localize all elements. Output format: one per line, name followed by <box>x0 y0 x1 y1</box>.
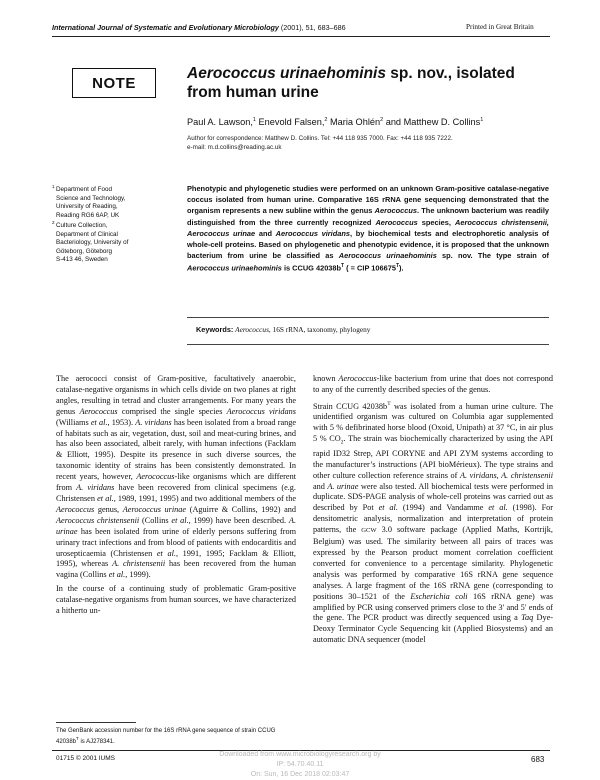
affiliation-mark: 2 <box>324 117 328 123</box>
author-name: Enevold Falsen, <box>258 117 325 128</box>
body-text: was isolated from a human urine culture. The unidentified organism was cultured on Columbia agar supplemented with 5 % defibrinated horse blood (Oxoid, Unipath) at 37 °C, in air plus 5 % CO <box>313 401 553 444</box>
body-text: (Aguirre & Collins, 1992) and <box>189 504 297 514</box>
taxon: A. urinae <box>56 515 297 536</box>
body-text: (Williams <box>56 417 89 427</box>
taxon: A. urinae <box>327 481 359 491</box>
affiliation-line: Bacteriology, University of <box>56 239 129 246</box>
taxon: Escherichia coli <box>410 591 468 601</box>
citation-etal: et al. <box>97 493 114 503</box>
body-text: (Collins <box>141 515 169 525</box>
taxon: Aerococcus <box>56 504 95 514</box>
body-text: -like organisms which are different from <box>56 472 296 493</box>
journal-title: International Journal of Systematic and Evolutionary Microbiology <box>52 23 279 32</box>
body-text: genus, <box>97 504 120 514</box>
small-caps: GCW <box>361 527 377 535</box>
affiliation-mark: 2 <box>380 117 384 123</box>
body-text: and <box>313 481 325 491</box>
footnote-text: is AJ278341. <box>80 739 115 745</box>
taxon: A. viridans <box>76 483 115 493</box>
body-text: -like bacterium from urine that does not correspond to any of the currently described species of the genus. <box>313 374 554 394</box>
keywords-label: Keywords: <box>196 325 234 334</box>
journal-citation: (2001), 51, 683–686 <box>280 23 346 32</box>
abstract <box>187 183 549 274</box>
abstract-genus: Aerococcus <box>375 217 418 227</box>
citation-etal: et al. <box>108 570 126 580</box>
abstract-text: , by biochemical tests and electrophoretic analysis of whole-cell proteins. Based on phylogenetic and phenotypic evidence, it is proposed that the unknown bacterium from urine be classified as <box>187 228 549 261</box>
paragraph <box>56 374 296 581</box>
copyright: 01715 © 2001 IUMS <box>56 755 115 762</box>
affiliation-line: Göteborg, Göteborg <box>56 247 113 255</box>
affiliation-line: Department of Clinical <box>56 230 118 238</box>
citation-etal: et al. <box>488 503 508 513</box>
keywords-rule-bottom <box>187 344 549 345</box>
abstract-text: species, <box>421 217 451 227</box>
footnote-text: The GenBank accession number for the 16S rRNA gene sequence of strain CCUG 42038b <box>56 728 276 745</box>
abstract-genus: Aerococcus <box>374 206 417 216</box>
watermark-line: IP: 54.70.40.11 <box>276 761 324 768</box>
affiliation-line: S-413 46, Sweden <box>56 256 108 263</box>
affiliation-line: Reading RG6 6AP, UK <box>56 211 120 219</box>
author-conjunction: and <box>385 117 402 128</box>
header-rule <box>52 36 550 37</box>
author-name: Maria Ohlén <box>330 117 381 128</box>
footnote <box>56 727 296 746</box>
abstract-text: is CCUG 42038b <box>283 263 342 273</box>
abstract-text: ( = CIP 106675 <box>346 263 396 273</box>
keyword-list: 16S rRNA, taxonomy, phylogeny <box>272 325 371 334</box>
body-text: has been isolated from a broad range of habitats such as air, vegetation, dust, soil and meat-curing brines, and has also been associated, albeit rarely, with human infections (Facklam & Elliott, 1995). Despite its presence in such diverse sources, the taxonomic identity of strains has been consistently demonstrated. In recent years, however, <box>56 417 297 482</box>
page-number: 683 <box>531 755 545 764</box>
body-text: , 1999). <box>125 570 151 580</box>
citation-etal: et al. <box>171 515 189 525</box>
taxon: Aerococcus urinae <box>122 504 187 514</box>
author-name: Paul A. Lawson, <box>187 117 253 128</box>
paragraph: In the course of a continuing study of problematic Gram-positive catalase-negative organisms from human sources, we have characterized a hitherto un- <box>56 584 296 616</box>
abstract-genus: Aerococcus urinaehominis <box>187 263 282 273</box>
watermark-line: On: Sun, 16 Dec 2018 02:03:47 <box>250 771 350 778</box>
body-text: has been isolated from urine of elderly persons suffering from urinary tract infections and from blood of patients with endocarditis and urosepticaemia (Christensen <box>56 526 297 558</box>
citation-etal: et al. <box>378 503 398 513</box>
type-strain-mark: T <box>76 736 79 741</box>
body-text: 16S rRNA gene) was amplified by PCR using conserved primers close to the 3′ and 5′ ends of the gene. The PCR product was directly sequenced using a <box>313 591 554 623</box>
body-text: has been recovered from the human vagina (Collins <box>56 559 296 580</box>
paragraph <box>313 374 553 396</box>
citation-etal: et al. <box>156 548 176 558</box>
abstract-genus: Aerococcus viridans <box>275 228 350 238</box>
body-text: , 1989, 1991, 1995) and two additional members of the <box>113 493 297 503</box>
body-text: The aerococci consist of Gram-positive, facultatively anaerobic, catalase-negative organisms in which cells divide on two planes at right angles, resulting in tetrad and cluster arrangements. For many years the genus <box>56 374 296 416</box>
body-column-right <box>313 374 553 649</box>
body-text: known <box>313 374 336 383</box>
abstract-text: sp. nov. The type strain of <box>442 251 549 261</box>
keywords-rule-top <box>187 317 549 318</box>
affiliation-line: Department of Food <box>56 186 113 193</box>
watermark-line: Downloaded from www.microbiologyresearch.org by <box>219 751 381 758</box>
abstract-text: . The unknown bacterium was readily distinguished from the three currently recognized <box>187 206 550 227</box>
body-column-left <box>56 374 296 620</box>
taxon: A. christensenii <box>112 559 166 569</box>
subscript: 2 <box>340 439 344 446</box>
keywords <box>196 325 370 334</box>
body-text: 3.0 software package (Applied Maths, Kortrijk, Belgium) was used. The similarity between all pairs of traces was expressed by the Pearson product moment correlation coefficient converted for convenience to a percentage similarity. Phylogenetic analysis was performed by comparative 16S rRNA gene sequence analyses. A large fragment of the 16S rRNA gene (corresponding to positions 30–1521 of the <box>313 525 553 601</box>
body-text: comprised the single species <box>121 406 223 416</box>
author-list <box>187 117 557 127</box>
affiliation-number: 1 <box>52 184 55 189</box>
type-strain-mark: T <box>395 263 400 270</box>
taxon: Aerococcus <box>136 472 175 482</box>
affiliation-mark: 1 <box>480 117 484 123</box>
abstract-text: Phenotypic and phylogenetic studies were performed on an unknown Gram-positive catalase-negative coccus isolated from human urine. Comparative 16S rRNA gene sequencing demonstrated that the organism represents a new subline within the genus <box>187 184 549 216</box>
affiliation-mark: 1 <box>252 117 256 123</box>
taxon: Aerococcus christensenii <box>56 515 140 525</box>
body-text: , 1991, 1995; Facklam & Elliott, 1995), whereas <box>56 548 296 569</box>
body-text: have been recovered from clinical specimens (e.g. Christensen <box>56 483 296 503</box>
citation-etal: et al. <box>90 417 108 427</box>
keyword: Aerococcus, <box>235 325 271 334</box>
title-rest: sp. nov., isolated from human urine <box>187 65 515 101</box>
correspondence <box>187 134 557 152</box>
body-text: Dye-Deoxy Terminator Cycle Sequencing kit (Applied Biosystems) and an automatic DNA sequencer (model <box>313 613 554 645</box>
taxon: Aerococcus <box>79 406 118 416</box>
correspondence-email: e-mail: m.d.collins@reading.ac.uk <box>187 144 282 152</box>
type-strain-mark: T <box>387 400 391 407</box>
affiliation-line: Culture Collection, <box>56 222 108 229</box>
body-text: , 1953). <box>107 417 134 427</box>
body-text: , 1999) have been described. <box>188 515 287 525</box>
taxon: A. viridans, A. christensenii <box>459 470 553 480</box>
body-text: (1994) and Vandamme <box>402 503 484 513</box>
title-species: Aerococcus urinaehominis <box>187 65 386 82</box>
affiliation-number: 2 <box>52 220 55 225</box>
note-label: NOTE <box>72 68 156 98</box>
taxon: A. viridans <box>135 417 172 427</box>
correspondence-line: Author for correspondence: Matthew D. Collins. Tel: +44 118 935 7000. Fax: +44 118 935 7222. <box>187 135 453 142</box>
taxon: Aerococcus <box>338 374 377 383</box>
footnote-rule <box>56 722 136 723</box>
enzyme-name: Taq <box>521 613 534 623</box>
abstract-genus: Aerococcus urinaehominis <box>338 251 437 261</box>
taxon: Aerococcus viridans <box>226 406 297 416</box>
affiliation-line: University of Reading, <box>56 203 118 210</box>
affiliation-2 <box>52 220 166 265</box>
abstract-text: and <box>258 228 272 238</box>
affiliation-line: Science and Technology, <box>56 194 126 202</box>
body-text: . The strain was biochemically characterized by using the API rapid ID32 Strep, API CORYNE and API ZYM systems according to the manufacturer’s instructions (API bioMérieux). The type strains and other culture collection reference strains of <box>313 434 553 480</box>
author-name: Matthew D. Collins <box>403 117 481 128</box>
body-text: were also tested. All biochemical tests were performed in duplicate. SDS-PAGE analysis of whole-cell proteins was carried out as described by Pot <box>313 481 553 513</box>
affiliation-1 <box>52 184 166 220</box>
paragraph <box>313 399 553 646</box>
abstract-genus: Aerococcus christensenii, Aerococcus urinae <box>187 217 549 238</box>
printed-in: Printed in Great Britain <box>466 23 534 31</box>
journal-name <box>52 23 346 32</box>
article-title <box>187 64 547 102</box>
body-text: (1998). For densitometric analysis, normalization and interpretation of protein patterns, the <box>313 503 554 535</box>
abstract-text: ). <box>399 263 404 273</box>
type-strain-mark: T <box>341 263 345 270</box>
body-text: Strain CCUG 42038b <box>313 401 388 411</box>
